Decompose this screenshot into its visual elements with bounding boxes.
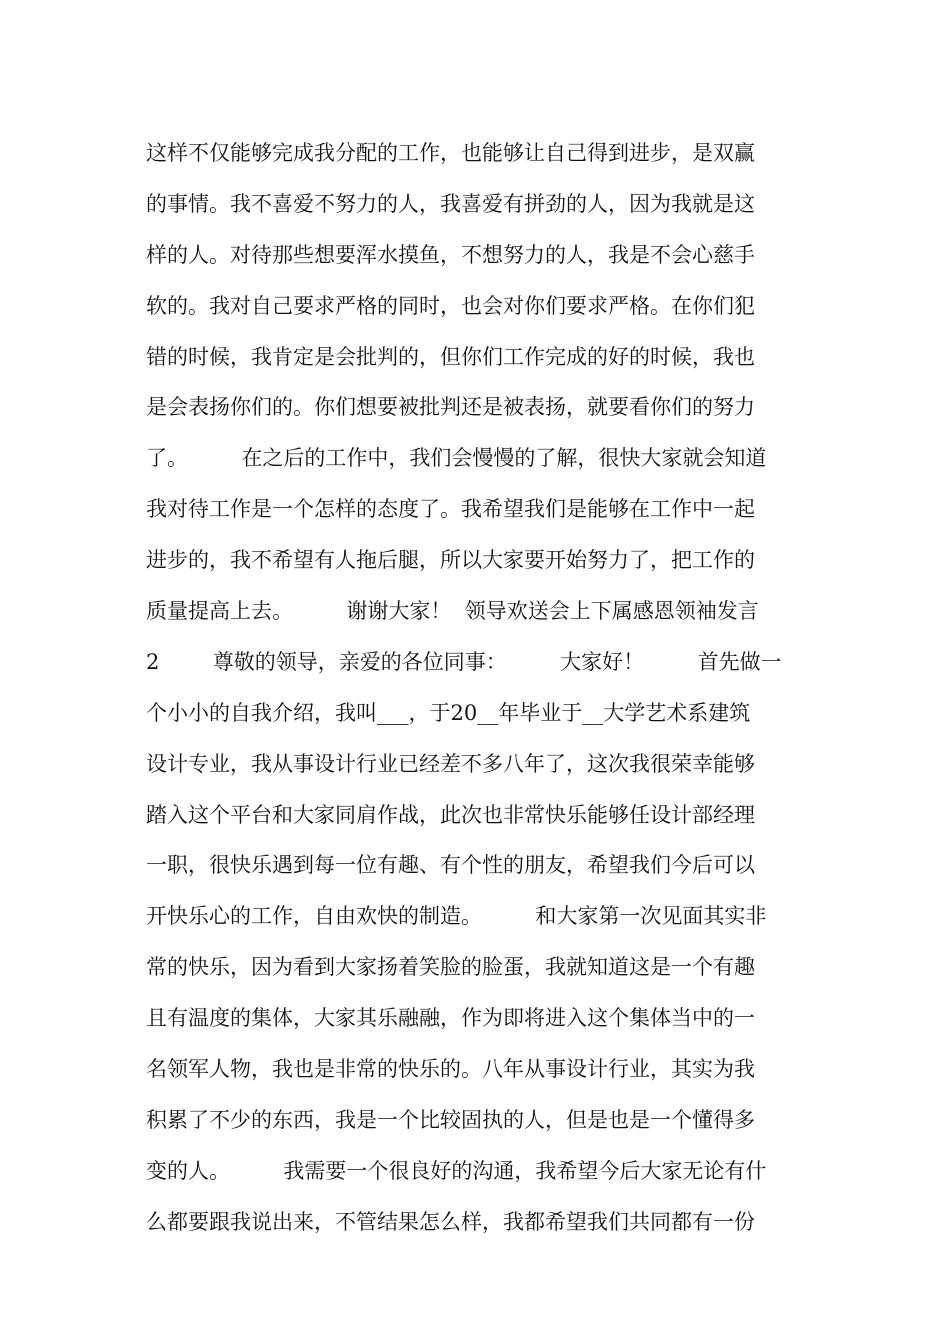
text-line: 2 尊敬的领导，亲爱的各位同事： 大家好！ 首先做一 <box>146 649 782 674</box>
text-line: 一职，很快乐遇到每一位有趣、有个性的朋友，希望我们今后可以 <box>146 853 755 878</box>
text-line: 常的快乐，因为看到大家扬着笑脸的脸蛋，我就知道这是一个有趣 <box>146 955 755 980</box>
text-line: 错的时候，我肯定是会批判的，但你们工作完成的好的时候，我也 <box>146 344 755 369</box>
text-line: 进步的，我不希望有人拖后腿，所以大家要开始努力了，把工作的 <box>146 548 755 573</box>
text-line: 么都要跟我说出来，不管结果怎么样，我都希望我们共同都有一份 <box>146 1209 755 1234</box>
text-line: 我对待工作是一个怎样的态度了。我希望我们是能够在工作中一起 <box>146 497 755 522</box>
text-line: 了。 在之后的工作中，我们会慢慢的了解，很快大家就会知道 <box>146 446 767 471</box>
text-line: 样的人。对待那些想要浑水摸鱼，不想努力的人，我是不会心慈手 <box>146 242 755 267</box>
text-line: 变的人。 我需要一个很良好的沟通，我希望今后大家无论有什 <box>146 1158 767 1183</box>
text-line: 积累了不少的东西，我是一个比较固执的人，但是也是一个懂得多 <box>146 1107 755 1132</box>
text-line: 质量提高上去。 谢谢大家！ 领导欢送会上下属感恩领袖发言 <box>146 599 759 624</box>
text-line: 设计专业，我从事设计行业已经差不多八年了，这次我很荣幸能够 <box>146 751 755 776</box>
text-line: 个小小的自我介绍，我叫___，于20__年毕业于__大学艺术系建筑 <box>146 700 751 725</box>
text-line: 踏入这个平台和大家同肩作战，此次也非常快乐能够任设计部经理 <box>146 802 755 827</box>
text-line: 这样不仅能够完成我分配的工作，也能够让自己得到进步，是双赢 <box>146 141 755 165</box>
text-line: 的事情。我不喜爱不努力的人，我喜爱有拼劲的人，因为我就是这 <box>146 191 755 216</box>
text-line: 开快乐心的工作，自由欢快的制造。 和大家第一次见面其实非 <box>146 904 767 929</box>
text-line: 是会表扬你们的。你们想要被批判还是被表扬，就要看你们的努力 <box>146 395 755 420</box>
body-text <box>146 128 806 1248</box>
text-line: 且有温度的集体，大家其乐融融，作为即将进入这个集体当中的一 <box>146 1006 755 1031</box>
text-line: 软的。我对自己要求严格的同时，也会对你们要求严格。在你们犯 <box>146 293 755 318</box>
text-line: 名领军人物，我也是非常的快乐的。八年从事设计行业，其实为我 <box>146 1057 755 1082</box>
